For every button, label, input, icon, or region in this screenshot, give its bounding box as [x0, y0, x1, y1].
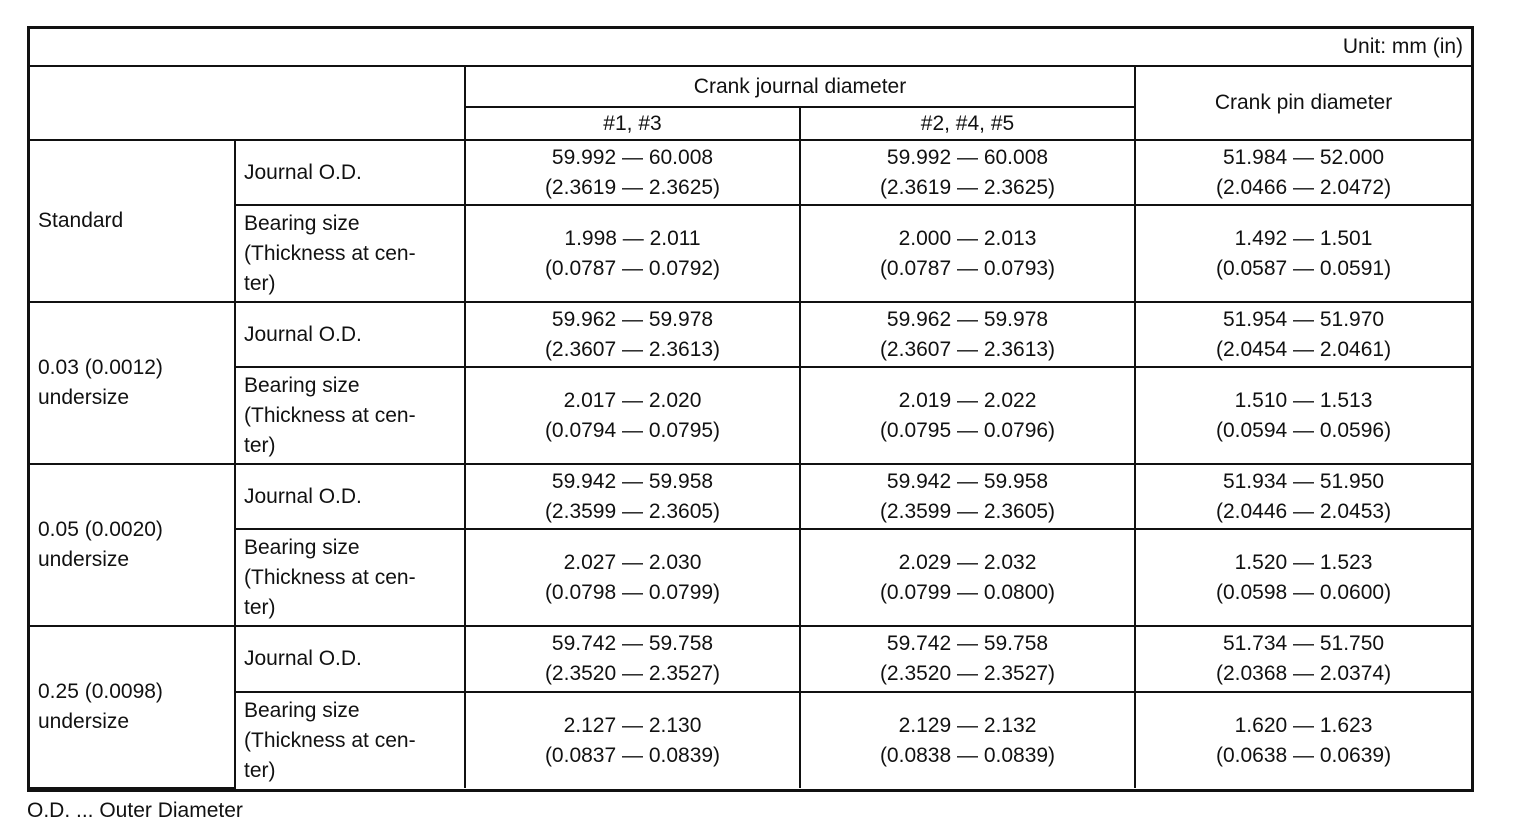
bearing-label-line-1: Bearing size — [244, 698, 360, 722]
value-in: (2.3607 — 2.3613) — [544, 337, 721, 361]
bearing-label-line-2: (Thickness at cen- — [244, 403, 416, 427]
value-mm: 1.492 — 1.501 — [1234, 226, 1373, 250]
value-mm: 1.998 — 2.011 — [564, 226, 701, 250]
value-in: (0.0798 — 0.0799) — [544, 580, 721, 604]
value-in: (0.0799 — 0.0800) — [879, 580, 1056, 604]
bearing-label-line-3: ter) — [244, 595, 276, 619]
value-cell — [800, 205, 1135, 302]
row-label-journal-od: Journal O.D. — [235, 302, 465, 367]
group-label-line-2: undersize — [38, 548, 130, 571]
footnote: O.D. ... Outer Diameter — [27, 799, 243, 822]
value-cell — [1135, 626, 1471, 692]
value-cell — [465, 367, 800, 464]
group-label-line-1: 0.03 (0.0012) — [38, 356, 163, 379]
value-cell — [800, 464, 1135, 529]
group-label — [30, 626, 235, 788]
value-mm: 2.027 — 2.030 — [563, 550, 702, 574]
value-cell — [800, 367, 1135, 464]
value-mm: 51.984 — 52.000 — [1222, 145, 1385, 169]
value-mm: 1.620 — 1.623 — [1234, 713, 1373, 737]
value-in: (0.0837 — 0.0839) — [544, 743, 721, 767]
value-in: (0.0795 — 0.0796) — [879, 418, 1056, 442]
value-in: (0.0598 — 0.0600) — [1215, 580, 1392, 604]
group-label — [30, 140, 235, 302]
value-mm: 59.962 — 59.978 — [551, 307, 714, 331]
value-cell — [800, 626, 1135, 692]
value-mm: 51.954 — 51.970 — [1222, 307, 1385, 331]
value-cell — [1135, 692, 1471, 788]
crankshaft-spec-table — [30, 29, 1471, 789]
value-mm: 59.942 — 59.958 — [551, 469, 714, 493]
value-cell — [465, 626, 800, 692]
value-in: (2.3607 — 2.3613) — [879, 337, 1056, 361]
value-cell — [800, 302, 1135, 367]
value-cell — [800, 140, 1135, 205]
value-in: (2.0368 — 2.0374) — [1215, 662, 1392, 685]
value-in: (2.0454 — 2.0461) — [1215, 337, 1392, 361]
value-mm: 2.000 — 2.013 — [898, 226, 1037, 250]
value-in: (2.3520 — 2.3527) — [879, 662, 1056, 685]
value-in: (2.3619 — 2.3625) — [879, 175, 1056, 199]
group-label-line-1: 0.05 (0.0020) — [38, 518, 163, 541]
value-in: (0.0787 — 0.0793) — [879, 256, 1056, 280]
value-mm: 59.942 — 59.958 — [886, 469, 1049, 493]
table-row — [30, 140, 1471, 205]
value-cell — [1135, 464, 1471, 529]
value-in: (2.3619 — 2.3625) — [544, 175, 721, 199]
value-cell — [1135, 529, 1471, 626]
bearing-label-line-2: (Thickness at cen- — [244, 565, 416, 589]
value-cell — [465, 140, 800, 205]
bearing-label-line-3: ter) — [244, 433, 276, 457]
table-row — [30, 464, 1471, 529]
value-in: (0.0587 — 0.0591) — [1215, 256, 1392, 280]
header-blank — [30, 66, 465, 140]
row-label-bearing-size — [235, 692, 465, 788]
table-row — [30, 367, 1471, 464]
unit-label: Unit: mm (in) — [30, 29, 1471, 66]
group-label-line-2: undersize — [38, 710, 130, 733]
value-cell — [465, 205, 800, 302]
value-cell — [800, 529, 1135, 626]
value-cell — [1135, 140, 1471, 205]
spec-table-frame — [27, 26, 1474, 792]
value-mm: 2.029 — 2.032 — [898, 550, 1037, 574]
value-mm: 1.510 — 1.513 — [1234, 388, 1373, 412]
value-mm: 1.520 — 1.523 — [1234, 550, 1373, 574]
value-in: (0.0838 — 0.0839) — [879, 743, 1056, 767]
bearing-label-line-1: Bearing size — [244, 373, 360, 397]
value-cell — [800, 692, 1135, 788]
value-mm: 51.734 — 51.750 — [1222, 632, 1385, 655]
table-row — [30, 626, 1471, 692]
value-in: (0.0594 — 0.0596) — [1215, 418, 1392, 442]
value-in: (2.0466 — 2.0472) — [1215, 175, 1392, 199]
header-col-2-4-5: #2, #4, #5 — [800, 107, 1135, 140]
value-in: (0.0787 — 0.0792) — [544, 256, 721, 280]
row-label-bearing-size — [235, 205, 465, 302]
bearing-label-line-1: Bearing size — [244, 211, 360, 235]
header-crank-journal: Crank journal diameter — [465, 66, 1135, 107]
value-in: (2.3599 — 2.3605) — [879, 499, 1056, 523]
table-row — [30, 529, 1471, 626]
value-mm: 59.742 — 59.758 — [551, 632, 714, 655]
value-in: (0.0638 — 0.0639) — [1215, 743, 1392, 767]
table-row — [30, 692, 1471, 788]
row-label-bearing-size — [235, 367, 465, 464]
value-cell — [1135, 302, 1471, 367]
value-cell — [465, 529, 800, 626]
row-label-journal-od: Journal O.D. — [235, 464, 465, 529]
bearing-label-line-3: ter) — [244, 758, 276, 782]
row-label-bearing-size — [235, 529, 465, 626]
bearing-label-line-2: (Thickness at cen- — [244, 241, 416, 265]
group-label — [30, 464, 235, 626]
value-mm: 59.962 — 59.978 — [886, 307, 1049, 331]
value-mm: 2.129 — 2.132 — [898, 713, 1037, 737]
bearing-label-line-2: (Thickness at cen- — [244, 728, 416, 752]
value-cell — [465, 464, 800, 529]
value-cell — [1135, 205, 1471, 302]
value-in: (2.3520 — 2.3527) — [544, 662, 721, 685]
value-mm: 59.992 — 60.008 — [551, 145, 714, 169]
bearing-label-line-1: Bearing size — [244, 535, 360, 559]
value-cell — [465, 302, 800, 367]
group-label — [30, 302, 235, 464]
table-row — [30, 302, 1471, 367]
group-label-line-1: 0.25 (0.0098) — [38, 680, 163, 703]
bearing-label-line-3: ter) — [244, 271, 276, 295]
value-mm: 2.017 — 2.020 — [563, 388, 702, 412]
group-label-line-1: Standard — [38, 209, 124, 232]
table-row — [30, 205, 1471, 302]
row-label-journal-od: Journal O.D. — [235, 140, 465, 205]
value-mm: 59.742 — 59.758 — [886, 632, 1049, 655]
header-crank-pin: Crank pin diameter — [1135, 66, 1471, 140]
value-in: (0.0794 — 0.0795) — [544, 418, 721, 442]
value-mm: 59.992 — 60.008 — [886, 145, 1049, 169]
value-in: (2.3599 — 2.3605) — [544, 499, 721, 523]
value-in: (2.0446 — 2.0453) — [1215, 499, 1392, 523]
value-mm: 2.019 — 2.022 — [898, 388, 1037, 412]
row-label-journal-od: Journal O.D. — [235, 626, 465, 692]
value-mm: 2.127 — 2.130 — [563, 713, 702, 737]
value-mm: 51.934 — 51.950 — [1222, 469, 1385, 493]
value-cell — [465, 692, 800, 788]
value-cell — [1135, 367, 1471, 464]
header-col-1-3: #1, #3 — [465, 107, 800, 140]
group-label-line-2: undersize — [38, 386, 130, 409]
